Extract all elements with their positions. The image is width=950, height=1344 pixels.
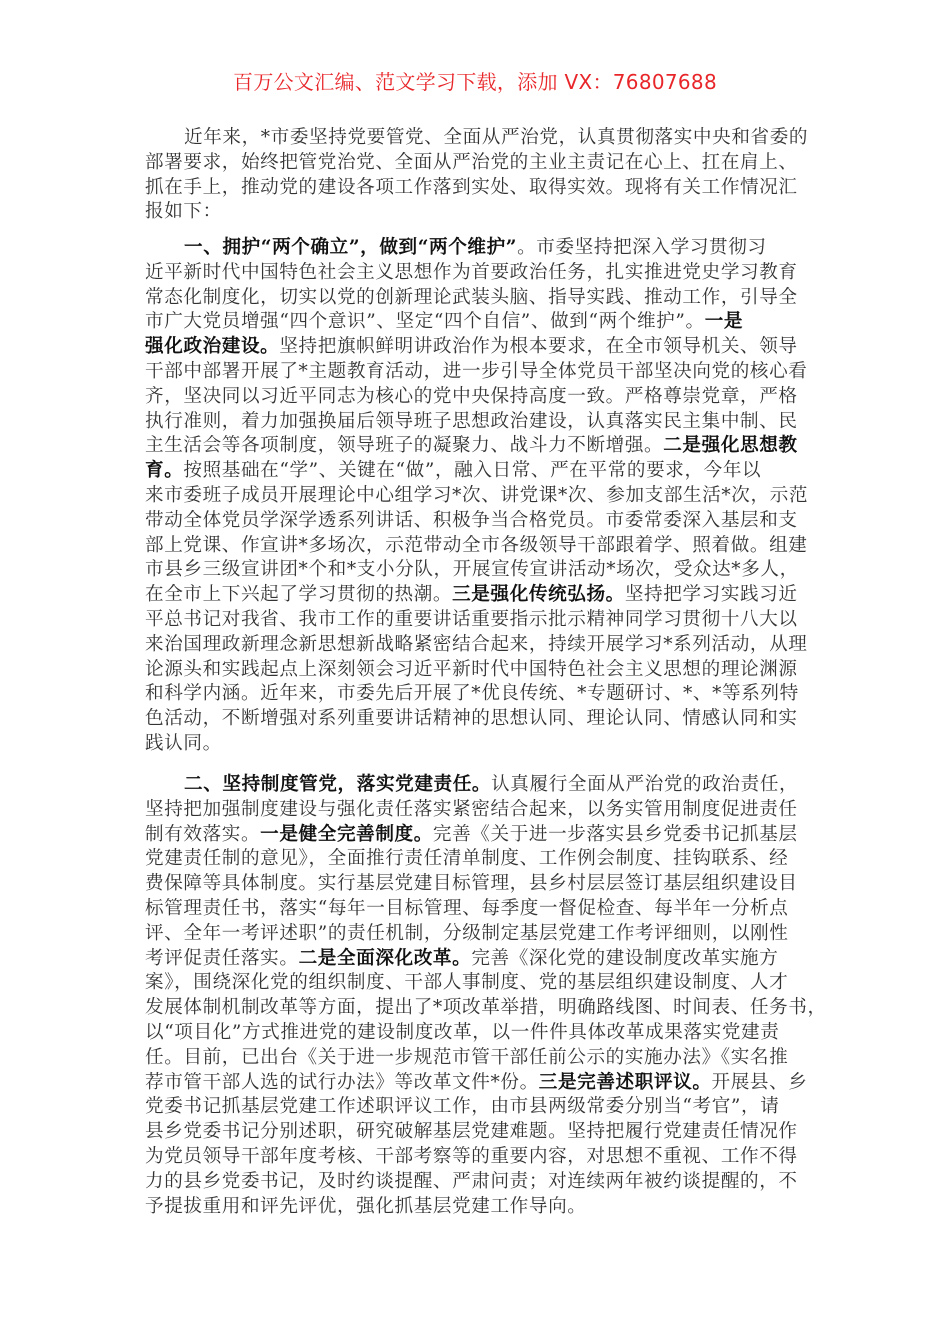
- text-line: [145, 658, 815, 683]
- body-text: 案》，围绕深化党的组织制度、干部人事制度、党的基层组织建设制度、人才: [145, 972, 789, 994]
- body-text: 按照基础在“学”、关键在“做”，融入日常、严在平常的要求，今年以: [183, 460, 762, 482]
- text-line: [145, 534, 815, 559]
- text-line: [145, 200, 815, 225]
- text-line: [145, 872, 815, 897]
- text-line: [145, 558, 815, 583]
- body-text: 执行准则，着力加强换届后领导班子思想政治建设，认真落实民主集中制、民: [145, 410, 798, 432]
- bold-heading-text: 一是健全完善制度。: [260, 823, 433, 845]
- text-line: [145, 484, 815, 509]
- intro-paragraph: [145, 126, 815, 225]
- body-text: 党委书记抓基层党建工作述职评议工作，由市县两级常委分别当“考官”，请: [145, 1096, 780, 1118]
- body-text: 予提拔重用和评先评优，强化抓基层党建工作导向。: [145, 1195, 587, 1217]
- text-line: [145, 823, 815, 848]
- body-text: 来市委班子成员开展理论中心组学习*次、讲党课*次、参加支部生活*次，示范: [145, 484, 809, 506]
- text-line: [145, 1170, 815, 1195]
- bold-heading-text: 三是强化传统弘扬。: [452, 584, 625, 606]
- body-text: 考评促责任落实。: [145, 947, 299, 969]
- text-line: [145, 583, 815, 608]
- body-text: 制有效落实。: [145, 823, 261, 845]
- body-text: 市广大党员增强“四个意识”、坚定“四个自信”、做到“两个维护”。: [145, 311, 705, 333]
- body-text: 带动全体党员学深学透系列讲话、积极争当合格党员。市委常委深入基层和支: [145, 509, 798, 531]
- text-line: [145, 410, 815, 435]
- body-text: 践认同。: [145, 732, 222, 754]
- section-1-paragraph: [145, 236, 815, 757]
- body-text: 力的县乡党委书记，及时约谈提醒、严肃问责；对连续两年被约谈提醒的，不: [145, 1170, 798, 1192]
- text-line: [145, 847, 815, 872]
- text-line: [145, 126, 815, 151]
- text-line: [145, 509, 815, 534]
- body-text: 县乡党委书记分别述职，研究破解基层党建难题。坚持把履行党建责任情况作: [145, 1121, 798, 1143]
- body-text: 完善《深化党的建设制度改革实施方: [471, 947, 779, 969]
- body-text: 发展体制机制改革等方面，提出了*项改革举措，明确路线图、时间表、任务书，: [145, 997, 827, 1019]
- body-text: 坚持把旗帜鲜明讲政治作为根本要求，在全市领导机关、领导: [279, 336, 798, 358]
- text-line: [145, 385, 815, 410]
- text-line: [145, 947, 815, 972]
- text-line: [145, 176, 815, 201]
- bold-heading-text: 二、坚持制度管党，落实党建责任。: [184, 774, 492, 795]
- text-line: [145, 1046, 815, 1071]
- body-text: 和科学内涵。近年来，市委先后开展了*优良传统、*专题研讨、*、*等系列特: [145, 683, 799, 705]
- body-text: 部署要求，始终把管党治党、全面从严治党的主业主责记在心上、扛在肩上、: [145, 151, 798, 173]
- body-text: 党建责任制的意见》，全面推行责任清单制度、工作例会制度、挂钩联系、经: [145, 848, 789, 870]
- body-text: 论源头和实践起点上深刻领会习近平新时代中国特色社会主义思想的理论渊源: [145, 658, 798, 680]
- body-text: 来治国理政新理念新思想新战略紧密结合起来，持续开展学习*系列活动，从理: [145, 633, 808, 655]
- bold-heading-text: 二是全面深化改革。: [298, 947, 472, 969]
- text-line: [145, 286, 815, 311]
- bold-heading-text: 二是强化思想教: [663, 435, 798, 457]
- body-text: 报如下：: [145, 201, 222, 223]
- text-line: [145, 335, 815, 360]
- text-line: [145, 1021, 815, 1046]
- watermark-header: 百万公文汇编、范文学习下载，添加 VX：76807688: [233, 70, 717, 94]
- body-text: 坚持把学习实践习近: [624, 584, 798, 606]
- bold-heading-text: 一是: [704, 311, 744, 333]
- text-line: [145, 1145, 815, 1170]
- text-line: [145, 798, 815, 823]
- text-line: [145, 310, 815, 335]
- text-line: [145, 773, 815, 798]
- body-text: 完善《关于进一步落实县乡党委书记抓基层: [432, 823, 798, 845]
- bold-heading-text: 一、拥护“两个确立”，做到“两个维护”: [184, 237, 518, 258]
- body-text: 标管理责任书，落实“每年一目标管理、每季度一督促检查、每半年一分析点: [145, 897, 789, 919]
- body-text: 以“项目化”方式推进党的建设制度改革，以一件件具体改革成果落实党建责: [145, 1021, 780, 1043]
- body-text: 费保障等具体制度。实行基层党建目标管理，县乡村层层签订基层组织建设目: [145, 873, 798, 895]
- body-text: 开展县、乡: [711, 1071, 808, 1093]
- text-line: [145, 1095, 815, 1120]
- body-text: 。市委坚持把深入学习贯彻习: [517, 237, 767, 258]
- text-line: [145, 1071, 815, 1096]
- body-text: 常态化制度化，切实以党的创新理论武装头脑、指导实践、推动工作，引导全: [145, 286, 798, 308]
- text-line: [145, 922, 815, 947]
- body-text: 干部中部署开展了*主题教育活动，进一步引导全体党员干部坚决向党的核心看: [145, 360, 808, 382]
- body-text: 平总书记对我省、我市工作的重要讲话重要指示批示精神同学习贯彻十八大以: [145, 608, 798, 630]
- body-text: 为党员领导干部年度考核、干部考察等的重要内容，对思想不重视、工作不得: [145, 1145, 798, 1167]
- text-line: [145, 633, 815, 658]
- text-line: [145, 261, 815, 286]
- text-line: [145, 707, 815, 732]
- text-line: [145, 236, 815, 261]
- text-line: [145, 732, 815, 757]
- body-text: 齐，坚决同以习近平同志为核心的党中央保持高度一致。严格尊崇党章，严格: [145, 385, 798, 407]
- body-text: 认真履行全面从严治党的政治责任，: [491, 774, 799, 795]
- body-text: 市县乡三级宣讲团*个和*支小分队，开展宣传宣讲活动*场次，受众达*多人，: [145, 559, 799, 581]
- body-text: 主生活会等各项制度，领导班子的凝聚力、战斗力不断增强。: [145, 435, 664, 457]
- body-text: 评、全年一考评述职”的责任机制，分级制定基层党建工作考评细则，以刚性: [145, 922, 789, 944]
- body-text: 抓在手上，推动党的建设各项工作落到实处、取得实效。现将有关工作情况汇: [145, 176, 798, 198]
- text-line: [145, 1120, 815, 1145]
- body-text: 色活动，不断增强对系列重要讲话精神的思想认同、理论认同、情感认同和实: [145, 708, 798, 730]
- body-text: 近平新时代中国特色社会主义思想作为首要政治任务，扎实推进党史学习教育: [145, 261, 798, 283]
- text-line: [145, 897, 815, 922]
- text-line: [145, 996, 827, 1021]
- text-line: [145, 151, 815, 176]
- body-text: 部上党课、作宣讲*多场次，示范带动全市各级领导干部跟着学、照着做。组建: [145, 534, 808, 556]
- text-line: [145, 608, 815, 633]
- body-text: 近年来，*市委坚持党要管党、全面从严治党，认真贯彻落实中央和省委的: [184, 127, 809, 148]
- bold-heading-text: 三是完善述职评议。: [538, 1071, 712, 1093]
- text-line: [145, 682, 815, 707]
- bold-heading-text: 育。: [145, 460, 184, 482]
- section-2-paragraph: [145, 773, 827, 1219]
- body-text: 荐市管干部人选的试行办法》等改革文件*份。: [145, 1071, 539, 1093]
- text-line: [145, 434, 815, 459]
- text-line: [145, 971, 815, 996]
- text-line: [145, 360, 815, 385]
- body-text: 任。目前，已出台《关于进一步规范市管干部任前公示的实施办法》《实名推: [145, 1046, 789, 1068]
- body-text: 在全市上下兴起了学习贯彻的热潮。: [145, 584, 453, 606]
- text-line: [145, 459, 815, 484]
- body-text: 坚持把加强制度建设与强化责任落实紧密结合起来，以务实管用制度促进责任: [145, 798, 798, 820]
- bold-heading-text: 强化政治建设。: [145, 336, 280, 358]
- text-line: [145, 1195, 815, 1220]
